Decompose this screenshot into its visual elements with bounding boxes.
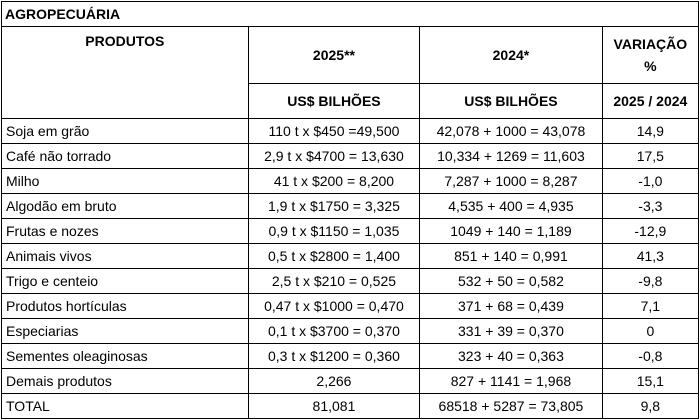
value-2025-cell: 41 t x $200 = 8,200 — [248, 169, 419, 194]
year-2024-header: 2024* — [420, 27, 603, 84]
variation-cell: 0 — [602, 319, 698, 344]
table-row — [2, 144, 699, 169]
variation-cell: 41,3 — [602, 244, 698, 269]
variation-cell: 15,1 — [602, 369, 698, 394]
unit-2025-header: US$ BILHÕES — [248, 84, 419, 119]
product-cell: Demais produtos — [2, 369, 249, 394]
value-2024-cell: 532 + 50 = 0,582 — [420, 269, 603, 294]
variation-cell: 7,1 — [602, 294, 698, 319]
table-title-row — [2, 2, 699, 27]
product-cell: Produtos hortículas — [2, 294, 249, 319]
value-2025-cell: 2,9 t x $4700 = 13,630 — [248, 144, 419, 169]
table-row — [2, 269, 699, 294]
year-2025-header: 2025** — [248, 27, 419, 84]
total-row — [2, 394, 699, 419]
variation-header-line2: % — [644, 58, 657, 74]
product-cell: Trigo e centeio — [2, 269, 249, 294]
table-row — [2, 319, 699, 344]
value-2025-cell: 110 t x $450 =49,500 — [248, 119, 419, 144]
value-2025-cell: 2,266 — [248, 369, 419, 394]
value-2024-cell: 4,535 + 400 = 4,935 — [420, 194, 603, 219]
product-cell: Frutas e nozes — [2, 219, 249, 244]
table-row — [2, 219, 699, 244]
value-2024-cell: 827 + 1141 = 1,968 — [420, 369, 603, 394]
value-2025-cell: 0,9 t x $1150 = 1,035 — [248, 219, 419, 244]
product-cell: Sementes oleaginosas — [2, 344, 249, 369]
variation-header-line1: VARIAÇÃO — [613, 36, 688, 52]
agropecuaria-table-container — [1, 1, 699, 418]
value-2025-cell: 1,9 t x $1750 = 3,325 — [248, 194, 419, 219]
value-2024-cell: 7,287 + 1000 = 8,287 — [420, 169, 603, 194]
value-2024-cell: 42,078 + 1000 = 43,078 — [420, 119, 603, 144]
total-variation: 9,8 — [602, 394, 698, 419]
table-row — [2, 369, 699, 394]
total-2025: 81,081 — [248, 394, 419, 419]
table-row — [2, 119, 699, 144]
unit-2024-header: US$ BILHÕES — [420, 84, 603, 119]
table-row — [2, 169, 699, 194]
table-row — [2, 294, 699, 319]
value-2024-cell: 1049 + 140 = 1,189 — [420, 219, 603, 244]
product-cell: Soja em grão — [2, 119, 249, 144]
product-cell: Milho — [2, 169, 249, 194]
value-2024-cell: 851 + 140 = 0,991 — [420, 244, 603, 269]
value-2024-cell: 323 + 40 = 0,363 — [420, 344, 603, 369]
table-title: AGROPECUÁRIA — [2, 2, 699, 27]
product-cell: Animais vivos — [2, 244, 249, 269]
product-cell: Especiarias — [2, 319, 249, 344]
variation-cell: -0,8 — [602, 344, 698, 369]
value-2024-cell: 371 + 68 = 0,439 — [420, 294, 603, 319]
variation-cell: -3,3 — [602, 194, 698, 219]
agropecuaria-table — [1, 1, 699, 419]
product-cell: Algodão em bruto — [2, 194, 249, 219]
table-row — [2, 244, 699, 269]
value-2025-cell: 0,47 t x $1000 = 0,470 — [248, 294, 419, 319]
header-row-top — [2, 27, 699, 84]
variation-cell: -12,9 — [602, 219, 698, 244]
product-cell: Café não torrado — [2, 144, 249, 169]
products-header: PRODUTOS — [2, 27, 249, 119]
variation-cell: -9,8 — [602, 269, 698, 294]
total-2024: 68518 + 5287 = 73,805 — [420, 394, 603, 419]
variation-cell: 14,9 — [602, 119, 698, 144]
variation-period-header: 2025 / 2024 — [602, 84, 698, 119]
value-2024-cell: 331 + 39 = 0,370 — [420, 319, 603, 344]
table-row — [2, 194, 699, 219]
total-label: TOTAL — [2, 394, 249, 419]
value-2025-cell: 0,1 t x $3700 = 0,370 — [248, 319, 419, 344]
variation-header — [602, 27, 698, 84]
value-2025-cell: 0,3 t x $1200 = 0,360 — [248, 344, 419, 369]
value-2024-cell: 10,334 + 1269 = 11,603 — [420, 144, 603, 169]
table-row — [2, 344, 699, 369]
value-2025-cell: 0,5 t x $2800 = 1,400 — [248, 244, 419, 269]
variation-cell: 17,5 — [602, 144, 698, 169]
variation-cell: -1,0 — [602, 169, 698, 194]
value-2025-cell: 2,5 t x $210 = 0,525 — [248, 269, 419, 294]
